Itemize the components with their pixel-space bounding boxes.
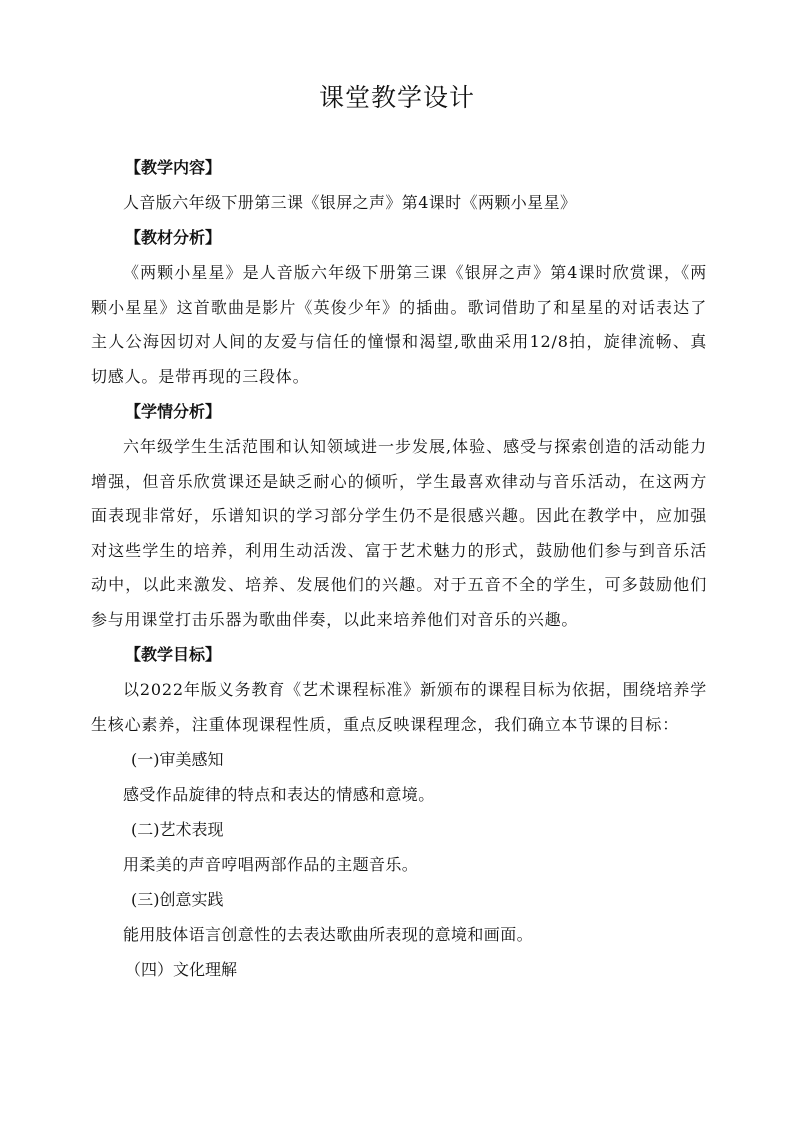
section-heading: 【学情分析】 [125, 402, 222, 421]
goal-text: 用柔美的声音哼唱两部作品的主题音乐。 [123, 855, 419, 874]
section-paragraph: 以2022年版义务教育《艺术课程标准》新颁布的课程目标为依据，围绕培养学生核心素养，注重体现课程性质，重点反映课程理念，我们确立本节课的目标： [91, 680, 707, 734]
section-heading: 【教学内容】 [125, 158, 222, 177]
goal-label: (二)艺术表现 [131, 820, 224, 839]
section-heading: 【教材分析】 [125, 228, 222, 247]
goal-label: （四）文化理解 [125, 960, 238, 979]
section-student-analysis [91, 394, 707, 637]
section-heading: 【教学目标】 [125, 645, 222, 664]
page-title: 课堂教学设计 [318, 83, 475, 112]
section-paragraph: 《两颗小星星》是人音版六年级下册第三课《银屏之声》第4课时欣赏课，《两颗小星星》这首歌曲是影片《英俊少年》的插曲。歌词借助了和星星的对话表达了主人公海因切对人间的友爱与信任的憧憬和渴望,歌曲采用12/8拍，旋律流畅、真切感人。是带再现的三段体。 [91, 263, 707, 386]
goal-text: 感受作品旋律的特点和表达的情感和意境。 [123, 785, 435, 804]
goal-text: 能用肢体语言创意性的去表达歌曲所表现的意境和画面。 [123, 925, 534, 944]
goal-label: (一)审美感知 [131, 750, 224, 769]
section-paragraph: 人音版六年级下册第三课《银屏之声》第4课时《两颗小星星》 [123, 193, 577, 212]
goal-label: (三)创意实践 [131, 890, 224, 909]
section-teaching-content [91, 150, 707, 220]
document-body [91, 150, 707, 988]
section-material-analysis [91, 220, 707, 394]
section-paragraph: 六年级学生生活范围和认知领域进一步发展,体验、感受与探索创造的活动能力增强，但音乐欣赏课还是缺乏耐心的倾听，学生最喜欢律动与音乐活动，在这两方面表现非常好，乐谱知识的学习部分学生仍不是很感兴趣。因此在教学中，应加强对这些学生的培养，利用生动活泼、富于艺术魅力的形式，鼓励他们参与到音乐活动中，以此来激发、培养、发展他们的兴趣。对于五音不全的学生，可多鼓励他们参与用课堂打击乐器为歌曲伴奏，以此来培养他们对音乐的兴趣。 [91, 437, 707, 629]
section-teaching-goals [91, 637, 707, 988]
